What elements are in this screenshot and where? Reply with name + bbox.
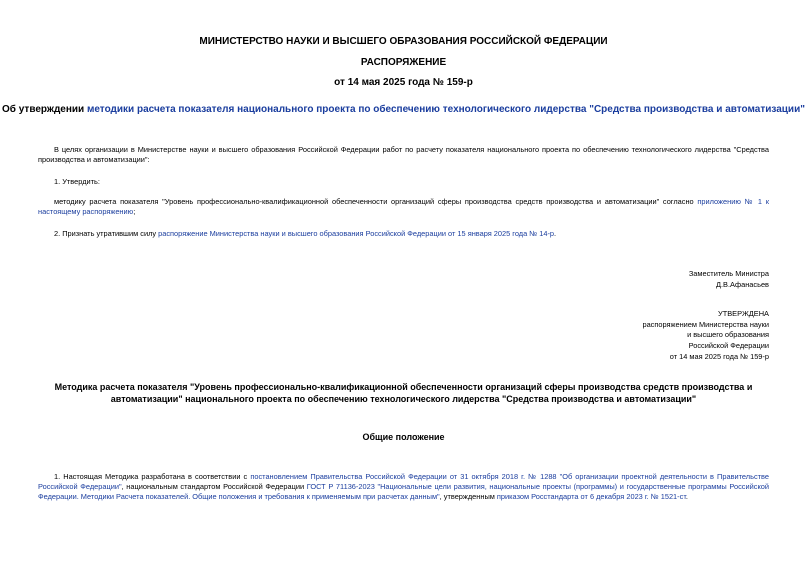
methodology-title xyxy=(0,381,807,405)
approval-line-2: и высшего образования xyxy=(687,330,769,340)
document-date-number: от 14 мая 2025 года № 159-р xyxy=(334,77,473,88)
item-2-body: 2. Признать утратившим силу xyxy=(54,229,159,238)
rosstandart-order-link[interactable]: приказом Росстандарта от 6 декабря 2023 г. № 1521-ст xyxy=(496,492,686,501)
approval-line-4: от 14 мая 2025 года № 159-р xyxy=(669,351,769,361)
government-decree-link[interactable]: постановлением Правительства Российской Федерации от 31 октября 2018 г. № 1288 "Об организации проектной деятельности в Правительстве Российской Федерации" xyxy=(38,472,769,491)
signature-block xyxy=(689,269,769,290)
item-1-body: методику расчета показателя "Уровень профессионально-квалификационной обеспеченности организаций сферы производства средств производства и автоматизации" согласно xyxy=(54,197,698,206)
subject-prefix: Об утверждении xyxy=(2,104,87,115)
intro-paragraph: В целях организации в Министерстве науки и высшего образования Российской Федерации работ по расчету показателя национального проекта по обеспечению технологического лидерства "Средства производства и автоматизации": xyxy=(38,145,769,164)
item-2-text xyxy=(38,229,769,239)
item-2-end: . xyxy=(554,229,557,238)
item-1-end: ; xyxy=(133,207,136,216)
section-heading: Общие положение xyxy=(362,432,445,442)
methodology-title-line-1: Методика расчета показателя "Уровень профессионально-квалификационной обеспеченности организаций сферы производства средств производства и xyxy=(54,382,753,392)
item-1-text xyxy=(38,197,769,217)
approval-line-1: распоряжением Министерства науки xyxy=(642,319,769,329)
gost-standard-link[interactable]: ГОСТ Р 71136-2023 "Национальные цели развития, национальные проекты (программы) и государственные программы Российской Федерации. Методики Расчета показателей. Общие положения и требования к применяемым при расчетах данным" xyxy=(38,482,769,501)
p1-mid-2: , утвержденным xyxy=(439,492,497,501)
ministry-heading: МИНИСТЕРСТВО НАУКИ И ВЫСШЕГО ОБРАЗОВАНИЯ РОССИЙСКОЙ ФЕДЕРАЦИИ xyxy=(199,36,608,47)
signer-position: Заместитель Министра xyxy=(688,269,769,278)
document-subject xyxy=(0,104,807,115)
approval-title: УТВЕРЖДЕНА xyxy=(718,309,769,318)
approval-line-3: Российской Федерации xyxy=(688,341,769,351)
signer-name: Д.В.Афанасьев xyxy=(715,279,769,289)
methodology-title-line-2: автоматизации" национального проекта по обеспечению технологического лидерства "Средства производства и автоматизации" xyxy=(110,394,697,404)
repealed-order-link[interactable]: распоряжение Министерства науки и высшего образования Российской Федерации от 15 января 2025 года № 14-р xyxy=(158,229,555,238)
methodology-paragraph-1 xyxy=(38,472,769,502)
subject-methodology-link[interactable]: методики расчета показателя национального проекта по обеспечению технологического лидерства "Средства производства и автоматизации" xyxy=(86,104,805,115)
approval-block xyxy=(642,309,769,363)
p1-mid-1: , национальным стандартом Российской Федерации xyxy=(121,482,307,491)
appendix-1-link[interactable]: приложению № 1 к настоящему распоряжению xyxy=(38,197,769,216)
item-1-heading: 1. Утвердить: xyxy=(54,177,100,186)
document-type: РАСПОРЯЖЕНИЕ xyxy=(360,57,447,68)
p1-start: 1. Настоящая Методика разработана в соответствии с xyxy=(54,472,251,481)
p1-end: . xyxy=(685,492,688,501)
